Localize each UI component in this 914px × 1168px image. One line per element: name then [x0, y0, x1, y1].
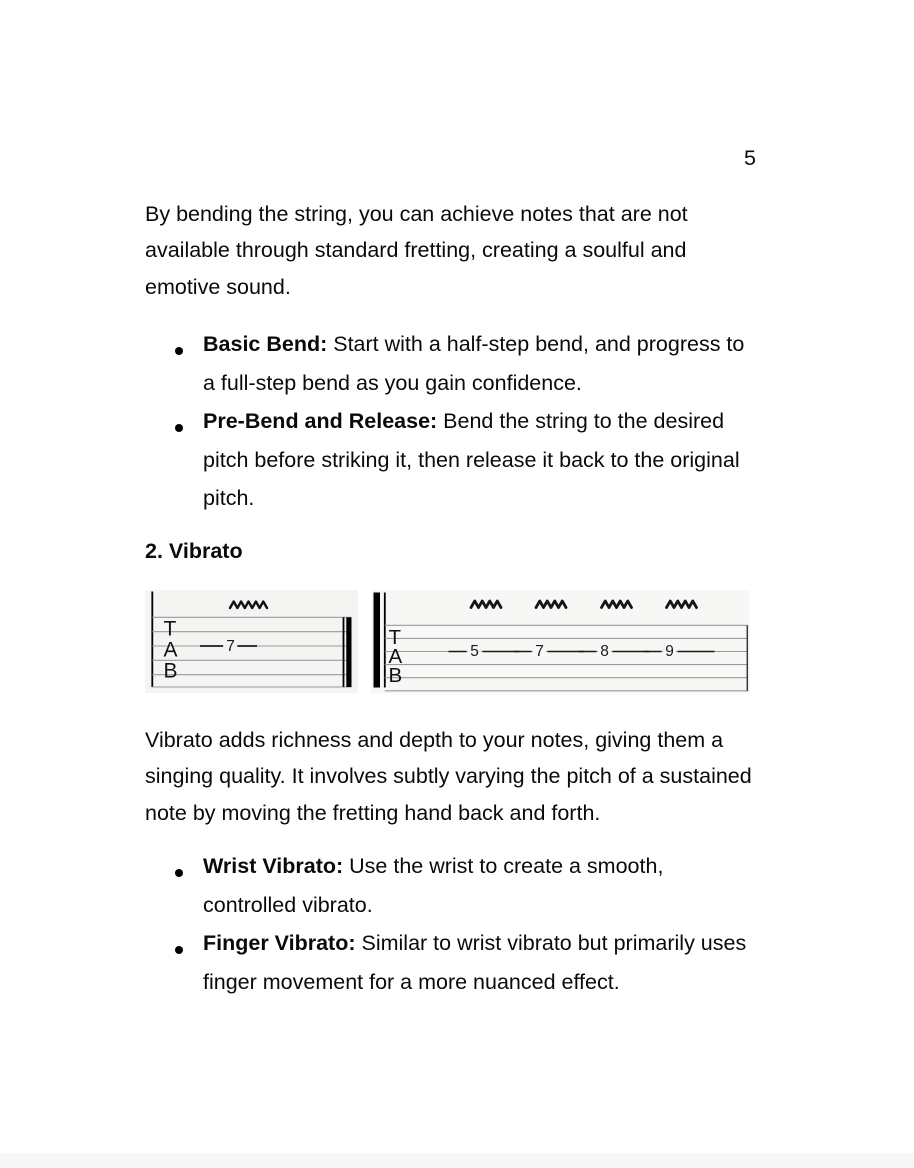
list-item-line — [203, 847, 805, 886]
tab-notation-image-1 — [145, 590, 358, 693]
start-barline-thick — [374, 593, 381, 688]
text-line: Vibrato adds richness and depth to your notes, giving them a — [145, 728, 724, 752]
text-line: note by moving the fretting hand back and forth. — [145, 800, 601, 825]
list-item-line: pitch. — [203, 486, 255, 511]
list-item-line: a full-step bend as you gain confidence. — [203, 370, 582, 395]
list-item-line: finger movement for a more nuanced effect. — [203, 969, 620, 994]
string-label-b: B — [388, 664, 403, 687]
list-item-line — [203, 325, 805, 364]
fret-number: 9 — [665, 643, 674, 660]
list-item-finger-vibrato — [145, 924, 805, 1001]
list-item-label: Wrist Vibrato: — [203, 854, 344, 878]
text-line: available through standard fretting, creating a soulful and — [145, 238, 687, 263]
list-item-label: Basic Bend: — [203, 332, 328, 356]
tab-string-labels — [389, 626, 403, 687]
page-number: 5 — [744, 146, 756, 170]
text-line: singing quality. It involves subtly varying the pitch of a sustained — [145, 764, 752, 789]
vibrato-technique-list — [145, 847, 805, 1001]
end-barline-thick — [346, 617, 351, 687]
list-item-line: pitch before striking it, then release it back to the original — [203, 447, 740, 472]
tab-notation-image-2 — [371, 590, 750, 693]
list-item-text: Start with a half-step bend, and progress to — [327, 332, 745, 356]
tab-string-labels — [164, 618, 178, 683]
string-label-t: T — [163, 617, 177, 641]
list-item-text: Use the wrist to create a smooth, — [343, 854, 664, 878]
list-item-label: Pre-Bend and Release: — [203, 409, 438, 434]
intro-paragraph — [145, 196, 785, 305]
list-item-line: controlled vibrato. — [203, 892, 373, 917]
bullet-icon — [175, 946, 183, 954]
bend-technique-list — [145, 325, 805, 518]
fret-number: 8 — [600, 643, 609, 660]
list-item-text: Similar to wrist vibrato but primarily uses — [355, 931, 747, 956]
list-item-pre-bend — [145, 402, 805, 518]
bullet-icon — [175, 869, 183, 877]
list-item-line — [203, 402, 805, 441]
bullet-icon — [175, 347, 183, 355]
fret-number: 5 — [470, 643, 479, 660]
page-boundary-strip — [0, 1153, 914, 1168]
section-heading-vibrato: 2. Vibrato — [145, 539, 243, 563]
fret-number: 7 — [226, 638, 235, 655]
string-label-a: A — [388, 645, 403, 668]
list-item-label: Finger Vibrato: — [203, 931, 356, 956]
fret-number: 7 — [535, 643, 544, 660]
list-item-line — [203, 924, 805, 963]
string-label-b: B — [163, 659, 178, 683]
string-label-t: T — [388, 626, 402, 649]
bullet-icon — [175, 424, 183, 432]
list-item-text: Bend the string to the desired — [437, 409, 725, 434]
text-line: emotive sound. — [145, 274, 291, 299]
text-line: By bending the string, you can achieve notes that are not — [145, 202, 688, 226]
vibrato-paragraph — [145, 722, 785, 831]
string-label-a: A — [163, 638, 178, 662]
list-item-basic-bend — [145, 325, 805, 402]
list-item-wrist-vibrato — [145, 847, 805, 924]
